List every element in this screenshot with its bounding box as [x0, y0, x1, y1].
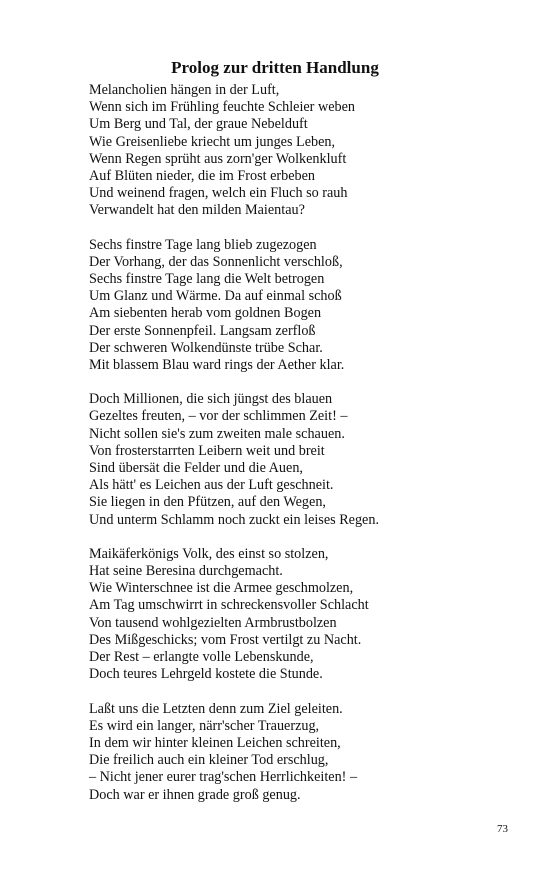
poem-line: Doch Millionen, die sich jüngst des blauen: [89, 391, 333, 408]
poem-line: Mit blassem Blau ward rings der Aether klar.: [89, 357, 345, 374]
poem-line: Und weinend fragen, welch ein Fluch so rauh: [89, 185, 348, 202]
poem-line: Sind übersät die Felder und die Auen,: [89, 460, 303, 477]
poem-line: – Nicht jener eurer trag'schen Herrlichkeiten! –: [89, 769, 358, 786]
poem-body: [89, 82, 509, 821]
poem-line: Der Rest – erlangte volle Lebenskunde,: [89, 649, 314, 666]
poem-line: Wie Greisenliebe kriecht um junges Leben,: [89, 133, 336, 150]
stanza-5: [89, 701, 509, 804]
poem-line: Sechs finstre Tage lang blieb zugezogen: [89, 236, 317, 253]
stanza-3: [89, 391, 509, 529]
poem-line: Auf Blüten nieder, die im Frost erbeben: [89, 168, 315, 185]
poem-line: Sie liegen in den Pfützen, auf den Wegen,: [89, 494, 326, 511]
poem-line: In dem wir hinter kleinen Leichen schreiten,: [89, 734, 341, 751]
poem-line: Hat seine Beresina durchgemacht.: [89, 563, 283, 580]
poem-line: Sechs finstre Tage lang die Welt betrogen: [89, 271, 325, 288]
poem-line: Und unterm Schlamm noch zuckt ein leises Regen.: [89, 511, 379, 528]
poem-line: Von tausend wohlgezielten Armbrustbolzen: [89, 614, 337, 631]
poem-line: Maikäferkönigs Volk, des einst so stolzen,: [89, 545, 329, 562]
poem-line: Der Vorhang, der das Sonnenlicht verschloß,: [89, 253, 343, 270]
poem-line: Um Glanz und Wärme. Da auf einmal schoß: [89, 288, 342, 305]
poem-line: Als hätt' es Leichen aus der Luft geschneit.: [89, 477, 334, 494]
poem-line: Wie Winterschnee ist die Armee geschmolzen,: [89, 580, 354, 597]
poem-line: Wenn sich im Frühling feuchte Schleier weben: [89, 99, 355, 116]
poem-line: Laßt uns die Letzten denn zum Ziel geleiten.: [89, 700, 343, 717]
stanza-1: [89, 82, 509, 220]
page-number: 73: [497, 823, 508, 835]
poem-line: Nicht sollen sie's zum zweiten male schauen.: [89, 425, 345, 442]
poem-line: Melancholien hängen in der Luft,: [89, 82, 280, 98]
poem-line: Verwandelt hat den milden Maientau?: [89, 202, 305, 219]
poem-line: Um Berg und Tal, der graue Nebelduft: [89, 116, 308, 133]
poem-line: Am Tag umschwirrt in schreckensvoller Schlacht: [89, 597, 369, 614]
poem-line: Von frosterstarrten Leibern weit und breit: [89, 442, 325, 459]
poem-line: Der erste Sonnenpfeil. Langsam zerfloß: [89, 322, 316, 339]
stanza-2: [89, 237, 509, 375]
page-title: Prolog zur dritten Handlung: [171, 58, 379, 77]
poem-line: Der schweren Wolkendünste trübe Schar.: [89, 339, 323, 356]
poem-line: Am siebenten herab vom goldnen Bogen: [89, 305, 322, 322]
stanza-4: [89, 546, 509, 684]
poem-line: Des Mißgeschicks; vom Frost vertilgt zu Nacht.: [89, 631, 362, 648]
poem-line: Wenn Regen sprüht aus zorn'ger Wolkenkluft: [89, 150, 347, 167]
poem-line: Es wird ein langer, närr'scher Trauerzug,: [89, 717, 320, 734]
poem-line: Doch teures Lehrgeld kostete die Stunde.: [89, 666, 323, 683]
poem-line: Die freilich auch ein kleiner Tod erschlug,: [89, 752, 329, 769]
poem-line: Gezeltes freuten, – vor der schlimmen Zeit! –: [89, 408, 348, 425]
poem-line: Doch war er ihnen grade groß genug.: [89, 786, 301, 803]
